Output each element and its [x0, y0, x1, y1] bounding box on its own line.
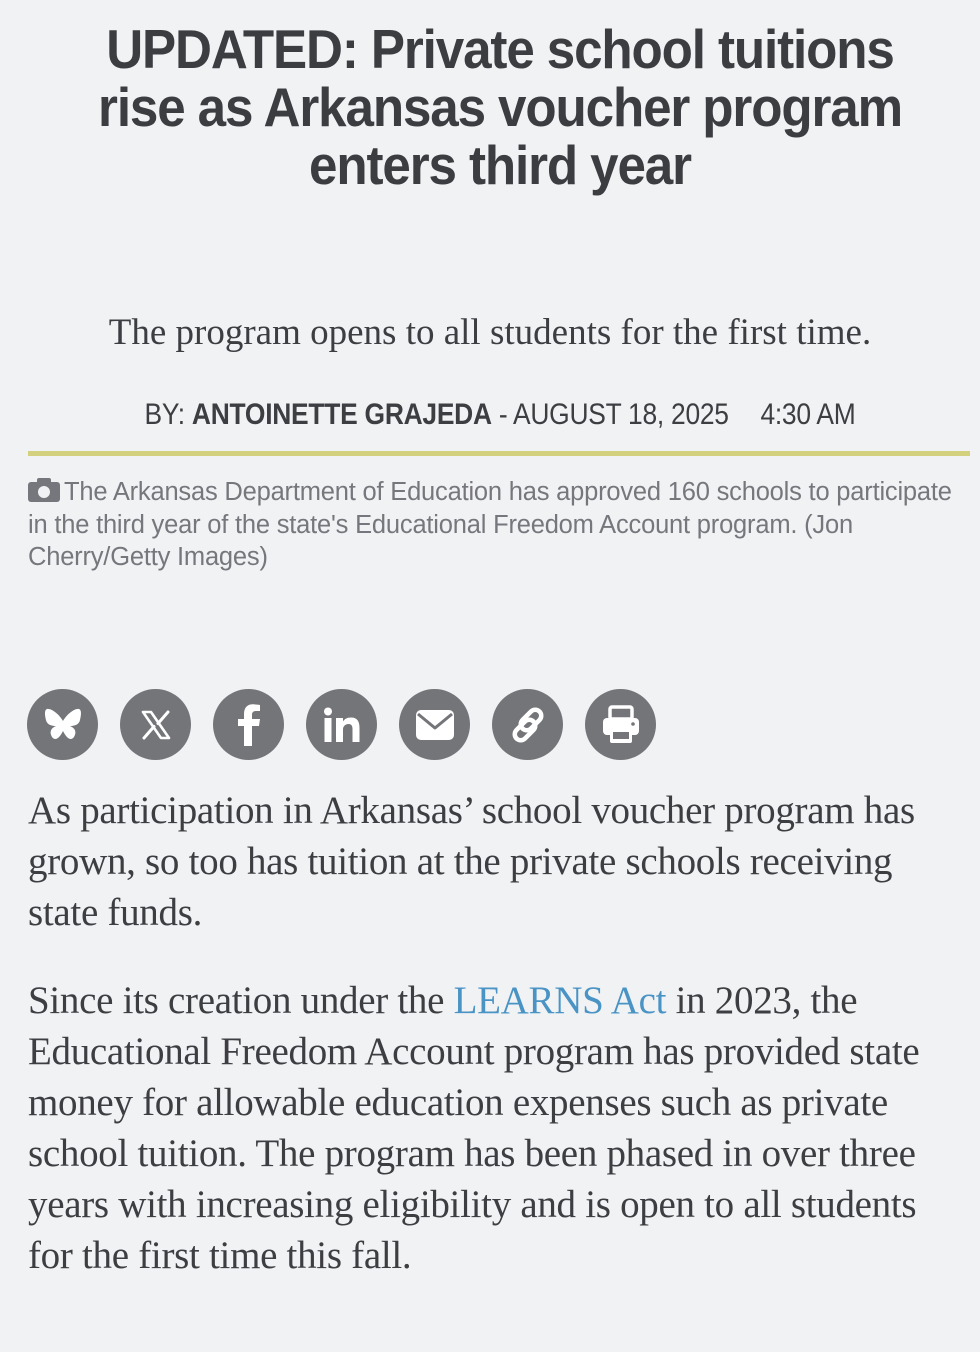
share-facebook-button[interactable]	[213, 689, 284, 760]
printer-icon	[602, 705, 640, 745]
learns-act-link[interactable]: LEARNS Act	[453, 979, 667, 1022]
share-x-button[interactable]	[120, 689, 191, 760]
paragraph-text: Since its creation under the	[28, 979, 454, 1022]
byline-divider	[28, 451, 970, 456]
print-button[interactable]	[585, 689, 656, 760]
facebook-icon	[236, 704, 262, 746]
envelope-icon	[415, 709, 455, 741]
share-bar	[27, 689, 656, 761]
publish-time: 4:30 AM	[760, 398, 856, 431]
x-logo-icon	[140, 709, 172, 741]
publish-date: AUGUST 18, 2025	[513, 398, 729, 431]
paragraph-text: in 2023, the Educational Freedom Account program has provided state money for allowable education expenses such as private school tuition. The program has been phased in over three years with increasing eligibility and is open to all students for the first time this fall.	[28, 979, 920, 1277]
camera-icon	[28, 478, 60, 502]
share-linkedin-button[interactable]	[306, 689, 377, 760]
byline-separator: -	[498, 398, 508, 431]
share-bluesky-button[interactable]	[27, 689, 98, 760]
butterfly-icon	[44, 707, 82, 743]
headline: UPDATED: Private school tuitions rise as Arkansas voucher program enters third year	[98, 18, 902, 196]
byline-prefix: BY:	[144, 398, 185, 431]
linkedin-icon	[323, 707, 361, 743]
author-name[interactable]: ANTOINETTE GRAJEDA	[191, 398, 492, 431]
copy-link-button[interactable]	[492, 689, 563, 760]
article-paragraph	[28, 975, 968, 1281]
subheadline: The program opens to all students for the first time.	[108, 312, 872, 353]
link-icon	[508, 705, 548, 745]
caption-text: The Arkansas Department of Education has approved 160 schools to participate in the third year of the state's Educational Freedom Account program. (Jon Cherry/Getty Images)	[28, 478, 952, 571]
article-paragraph: As participation in Arkansas’ school voucher program has grown, so too has tuition at the private schools receiving state funds.	[28, 789, 915, 934]
photo-caption	[28, 476, 968, 574]
byline	[60, 395, 940, 435]
share-email-button[interactable]	[399, 689, 470, 760]
